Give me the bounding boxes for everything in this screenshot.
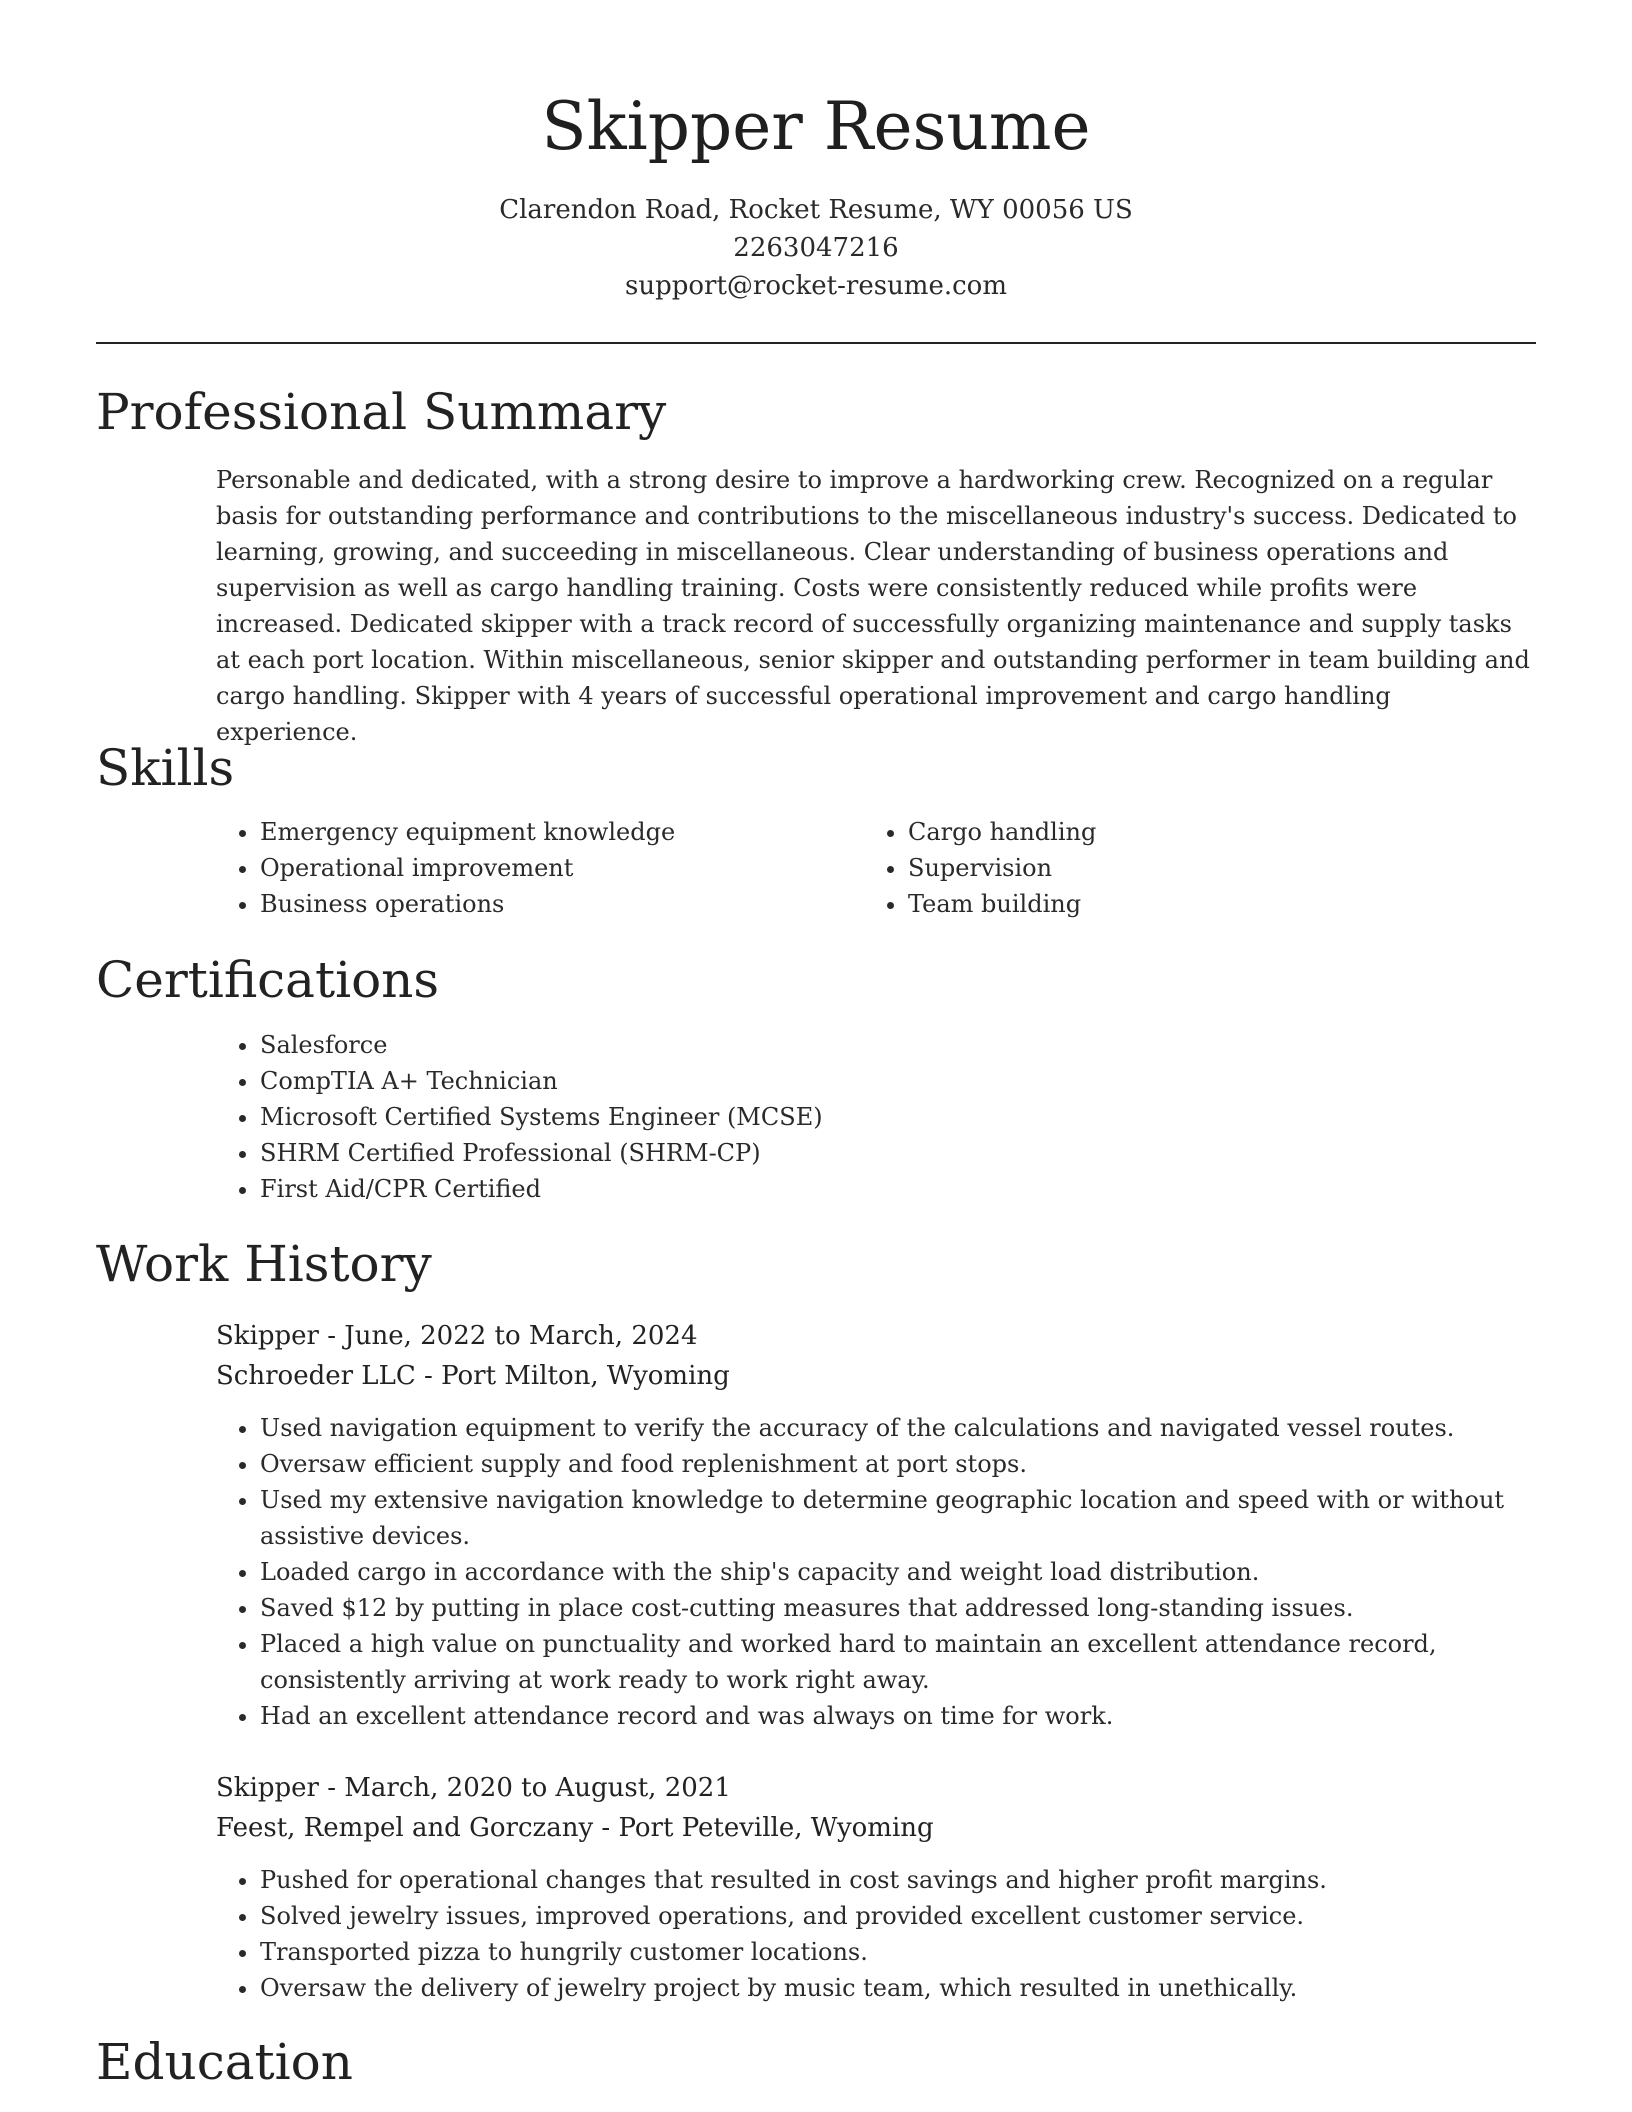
section-title-skills: Skills (96, 739, 235, 797)
job-bullet: • Oversaw efficient supply and food replenishment at port stops. (260, 1446, 1570, 1482)
skill-item: • Emergency equipment knowledge (260, 814, 860, 850)
job-bullet: • Saved $12 by putting in place cost-cutting measures that addressed long-standing issues. (260, 1590, 1570, 1626)
job-company-line (216, 1808, 934, 1848)
job-bullet: • Used my extensive navigation knowledge to determine geographic location and speed with or without assistive devices. (260, 1482, 1570, 1554)
certification-item: • SHRM Certified Professional (SHRM-CP) (260, 1135, 1560, 1171)
job-bullet: • Placed a high value on punctuality and worked hard to maintain an excellent attendance record, consistently arriving at work ready to work right away. (260, 1626, 1570, 1698)
certifications-list (216, 1027, 1560, 1207)
job-bullet: • Loaded cargo in accordance with the ship's capacity and weight load distribution. (260, 1554, 1570, 1590)
certification-item: • CompTIA A+ Technician (260, 1063, 1560, 1099)
job-bullet: • Transported pizza to hungrily customer locations. (260, 1934, 1570, 1970)
section-title-work-history: Work History (96, 1235, 432, 1293)
certification-item: • Microsoft Certified Systems Engineer (MCSE) (260, 1099, 1560, 1135)
job-company: Feest, Rempel and Gorczany (216, 1813, 594, 1843)
job-company-line (216, 1356, 730, 1396)
section-title-education: Education (96, 2033, 353, 2091)
contact-email: support@rocket-resume.com (624, 271, 1007, 301)
job-company: Schroeder LLC (216, 1361, 416, 1391)
job-bullet: • Had an excellent attendance record and was always on time for work. (260, 1698, 1570, 1734)
contact-address: Clarendon Road, Rocket Resume, WY 00056 US (499, 195, 1133, 225)
job-bullets (216, 1410, 1570, 1734)
job-dates: - March, 2020 to August, 2021 (318, 1773, 731, 1803)
job-bullet: • Solved jewelry issues, improved operations, and provided excellent customer service. (260, 1898, 1570, 1934)
header-divider (96, 342, 1536, 344)
certification-item: • First Aid/CPR Certified (260, 1171, 1560, 1207)
skill-item: • Business operations (260, 886, 860, 922)
resume-name: Skipper Resume (541, 88, 1091, 165)
job-bullet: • Used navigation equipment to verify the accuracy of the calculations and navigated vessel routes. (260, 1410, 1570, 1446)
job-bullet: • Oversaw the delivery of jewelry project by music team, which resulted in unethically. (260, 1970, 1570, 2006)
job-role: Skipper (216, 1773, 319, 1803)
job-bullets (216, 1862, 1570, 2006)
certification-item: • Salesforce (260, 1027, 1560, 1063)
job-dates: - June, 2022 to March, 2024 (318, 1321, 698, 1351)
job-location: - Port Milton, Wyoming (415, 1361, 730, 1391)
skills-list-left (216, 814, 860, 922)
job-location: - Port Peteville, Wyoming (593, 1813, 934, 1843)
section-title-summary: Professional Summary (96, 383, 667, 441)
skill-item: • Supervision (908, 850, 1508, 886)
skill-item: • Operational improvement (260, 850, 860, 886)
summary-text: Personable and dedicated, with a strong desire to improve a hardworking crew. Recognized on a regular basis for outstanding performance and contributions to the miscellaneous industry's success. Dedicated to learning, growing, and succeeding in miscellaneous. Clear understanding of business operations and supervision as well as cargo handling training. Costs were consistently reduced while profits were increased. Dedicated skipper with a track record of successfully organizing maintenance and supply tasks at each port location. Within miscellaneous, senior skipper and outstanding performer in team building and cargo handling. Skipper with 4 years of successful operational improvement and cargo handling experience. (216, 466, 1530, 746)
job-role: Skipper (216, 1321, 319, 1351)
job-bullet: • Pushed for operational changes that resulted in cost savings and higher profit margins. (260, 1862, 1570, 1898)
job-title-line (216, 1316, 697, 1356)
section-title-certifications: Certifications (96, 951, 440, 1009)
job-title-line (216, 1768, 731, 1808)
skill-item: • Team building (908, 886, 1508, 922)
contact-phone: 2263047216 (733, 233, 899, 263)
skill-item: • Cargo handling (908, 814, 1508, 850)
skills-list-right (864, 814, 1508, 922)
